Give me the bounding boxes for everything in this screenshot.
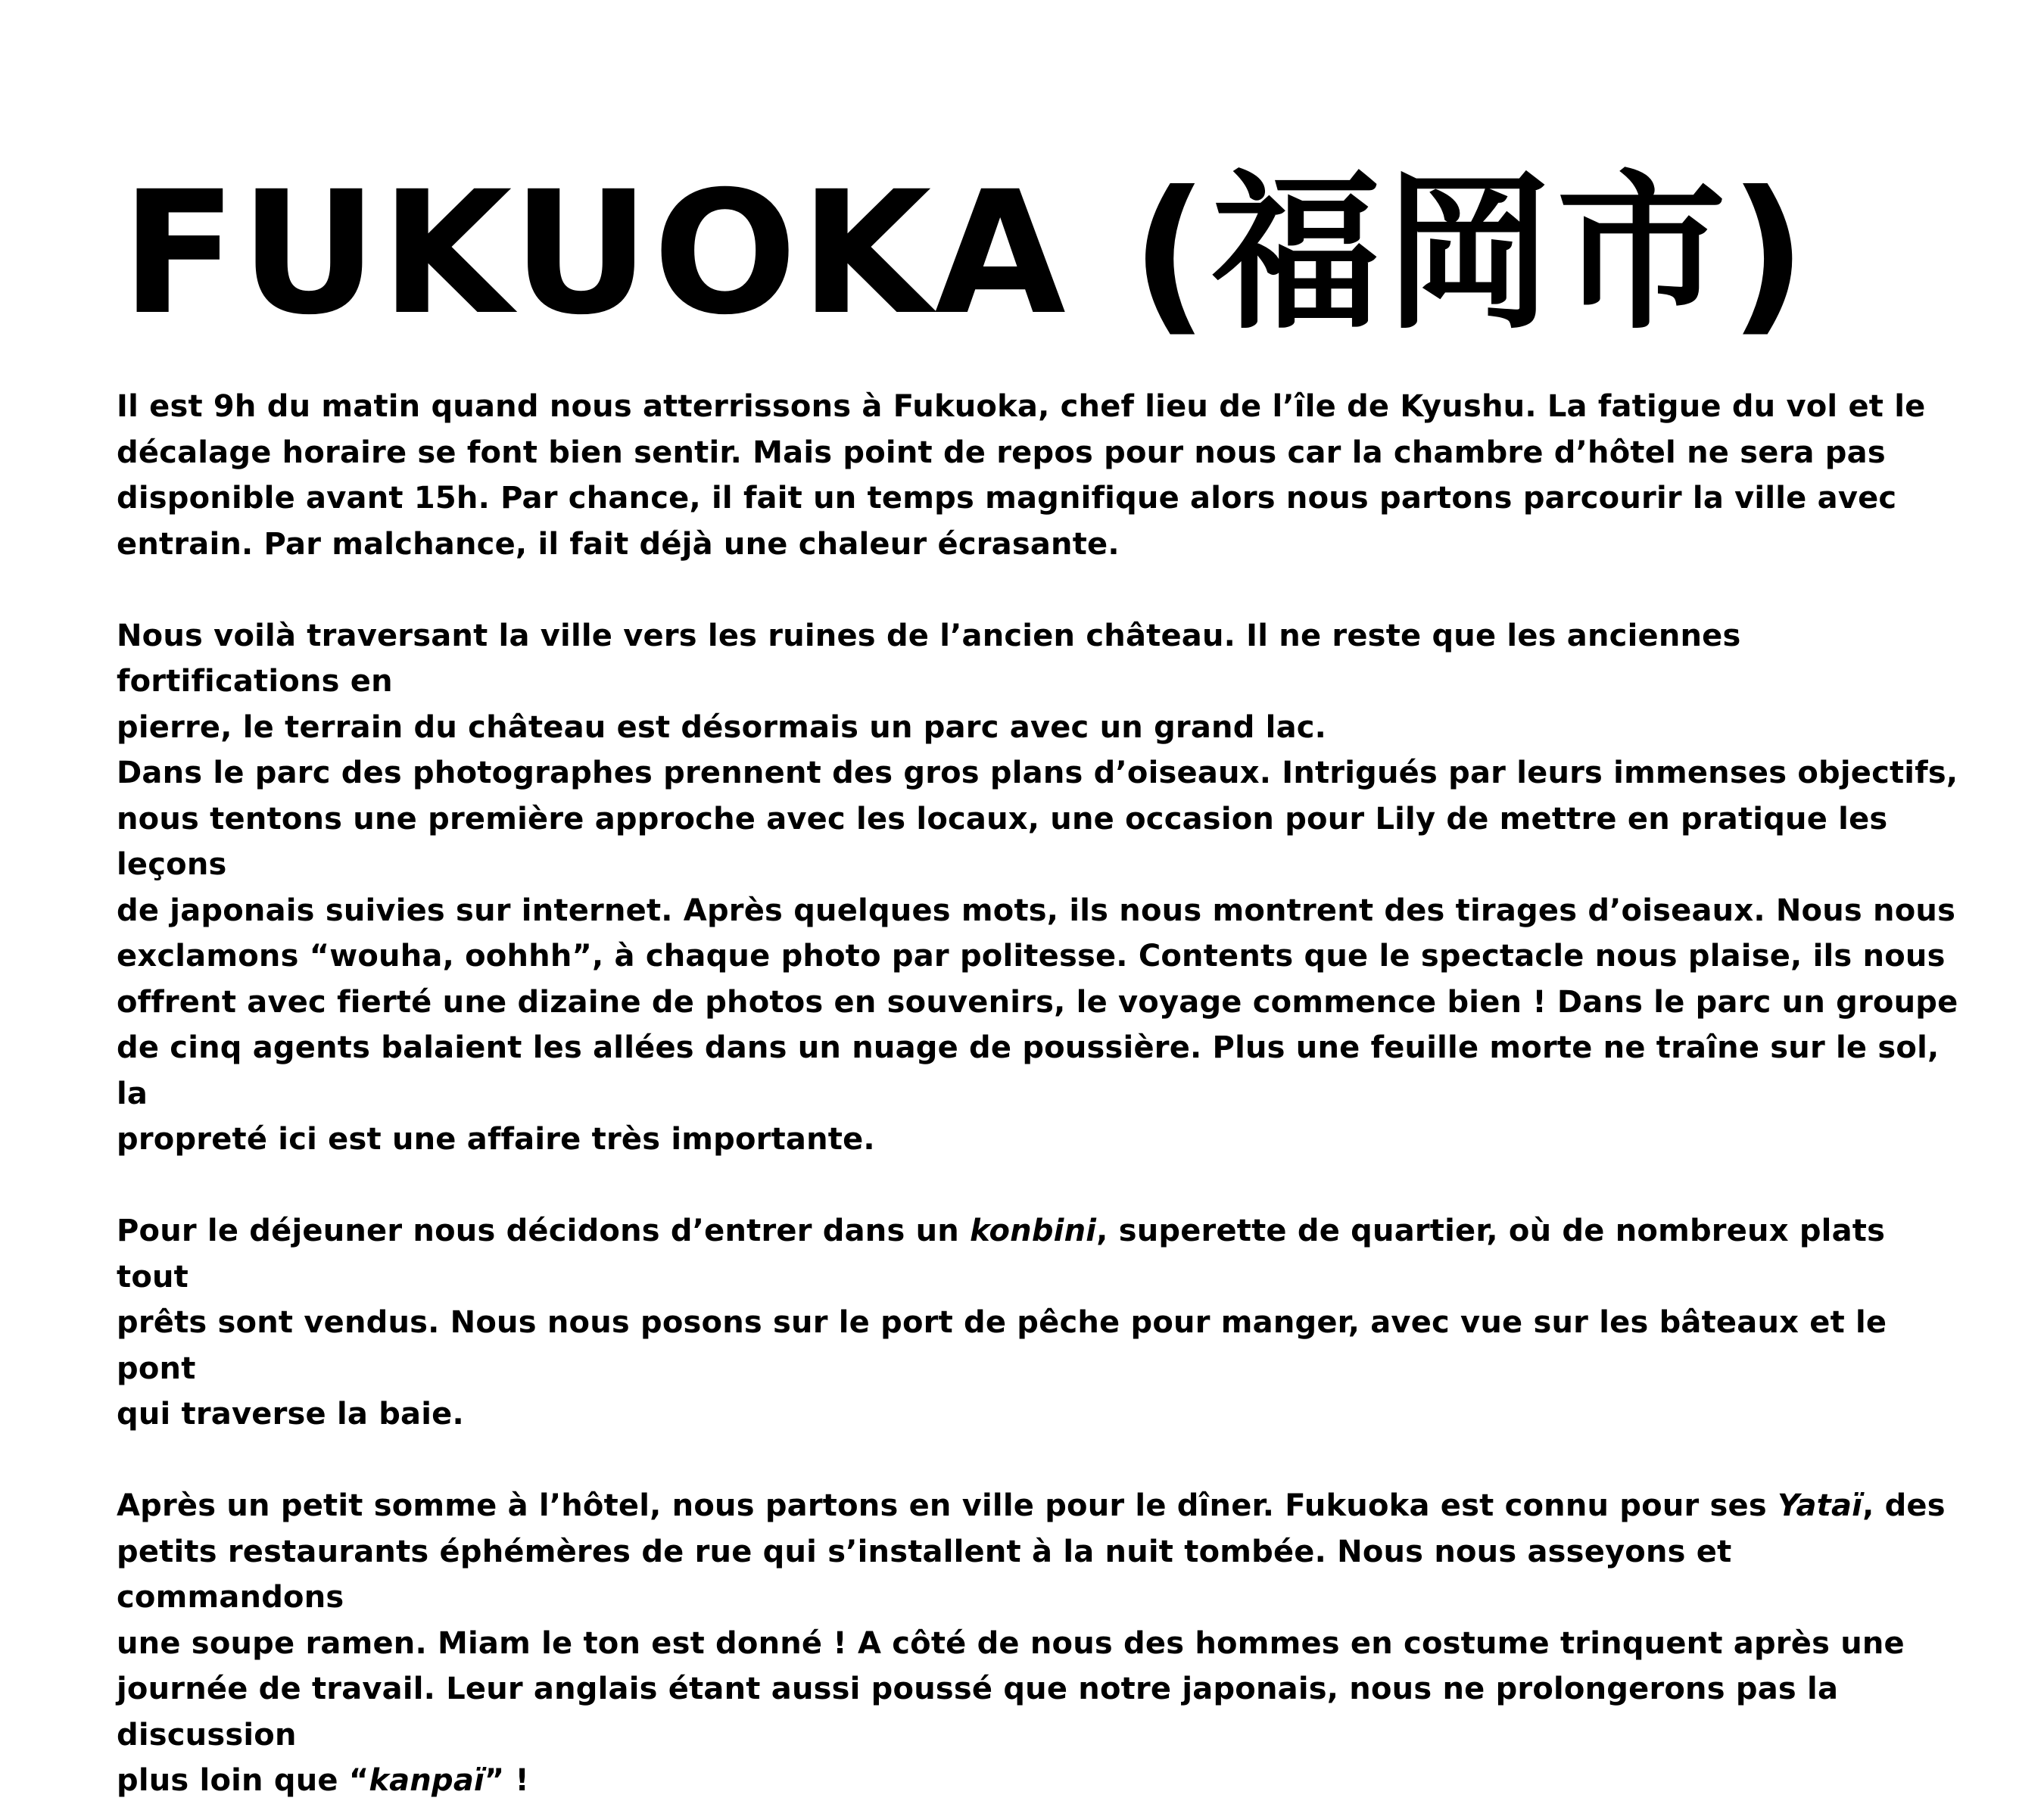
paragraph-spacer — [117, 1438, 1964, 1484]
page-title: FUKUOKA (福岡市) — [121, 154, 1810, 352]
paragraph-castle: Nous voilà traversant la ville vers les ruines de l’ancien château. Il ne reste que les anciennes fortifications en pierre, le terrain du château est désormais un parc avec un grand lac. — [117, 618, 1741, 745]
dinner-text-before: Après un petit somme à l’hôtel, nous partons en ville pour le dîner. Fukuoka est connu pour ses — [117, 1488, 1778, 1523]
dinner-text-middle: , des petits restaurants éphémères de rue qui s’installent à la nuit tombée. Nous nous asseyons et commandons une soupe ramen. Miam le ton est donné ! A côté de nous des hommes en costume trinquent après une journée de travail. Leur anglais étant aussi poussé que notre japonais, nous ne prolongerons pas la discussion plus loin que “ — [117, 1488, 1946, 1798]
paragraph-dinner — [117, 1483, 1964, 1804]
lunch-text-before: Pour le déjeuner nous décidons d’entrer dans un — [117, 1214, 971, 1248]
paragraph-spacer — [117, 1163, 1964, 1209]
paragraph-spacer — [117, 567, 1964, 613]
kanpai-term: kanpaï — [369, 1763, 485, 1798]
paragraph-arrival: Il est 9h du matin quand nous atterrissons à Fukuoka, chef lieu de l’île de Kyushu. La fatigue du vol et le décalage horaire se font bien sentir. Mais point de repos pour nous car la chambre d’hôtel ne sera pas disponible avant 15h. Par chance, il fait un temps magnifique alors nous partons parcourir la ville avec entrain. Par malchance, il fait déjà une chaleur écrasante. — [117, 389, 1926, 562]
lunch-text-after: , superette de quartier, où de nombreux plats tout prêts sont vendus. Nous nous posons sur le port de pêche pour manger, avec vue sur les bâteaux et le pont qui traverse la baie. — [117, 1214, 1887, 1432]
article-body — [117, 384, 1964, 1804]
yatai-term: Yataï — [1778, 1488, 1863, 1523]
konbini-term: konbini — [970, 1214, 1097, 1248]
dinner-text-after: ” ! — [484, 1763, 529, 1798]
paragraph-photographers: Dans le parc des photographes prennent des gros plans d’oiseaux. Intrigués par leurs immenses objectifs, nous tentons une première approche avec les locaux, une occasion pour Lily de mettre en pratique les leçons de japonais suivies sur internet. Après quelques mots, ils nous montrent des tirages d’oiseaux. Nous nous exclamons “wouha, oohhh”, à chaque photo par politesse. Contents que le spectacle nous plaise, ils nous offrent avec fierté une dizaine de photos en souvenirs, le voyage commence bien ! Dans le parc un groupe de cinq agents balaient les allées dans un nuage de poussière. Plus une feuille morte ne traîne sur le sol, la propreté ici est une affaire très importante. — [117, 756, 1958, 1157]
paragraph-lunch — [117, 1208, 1964, 1438]
